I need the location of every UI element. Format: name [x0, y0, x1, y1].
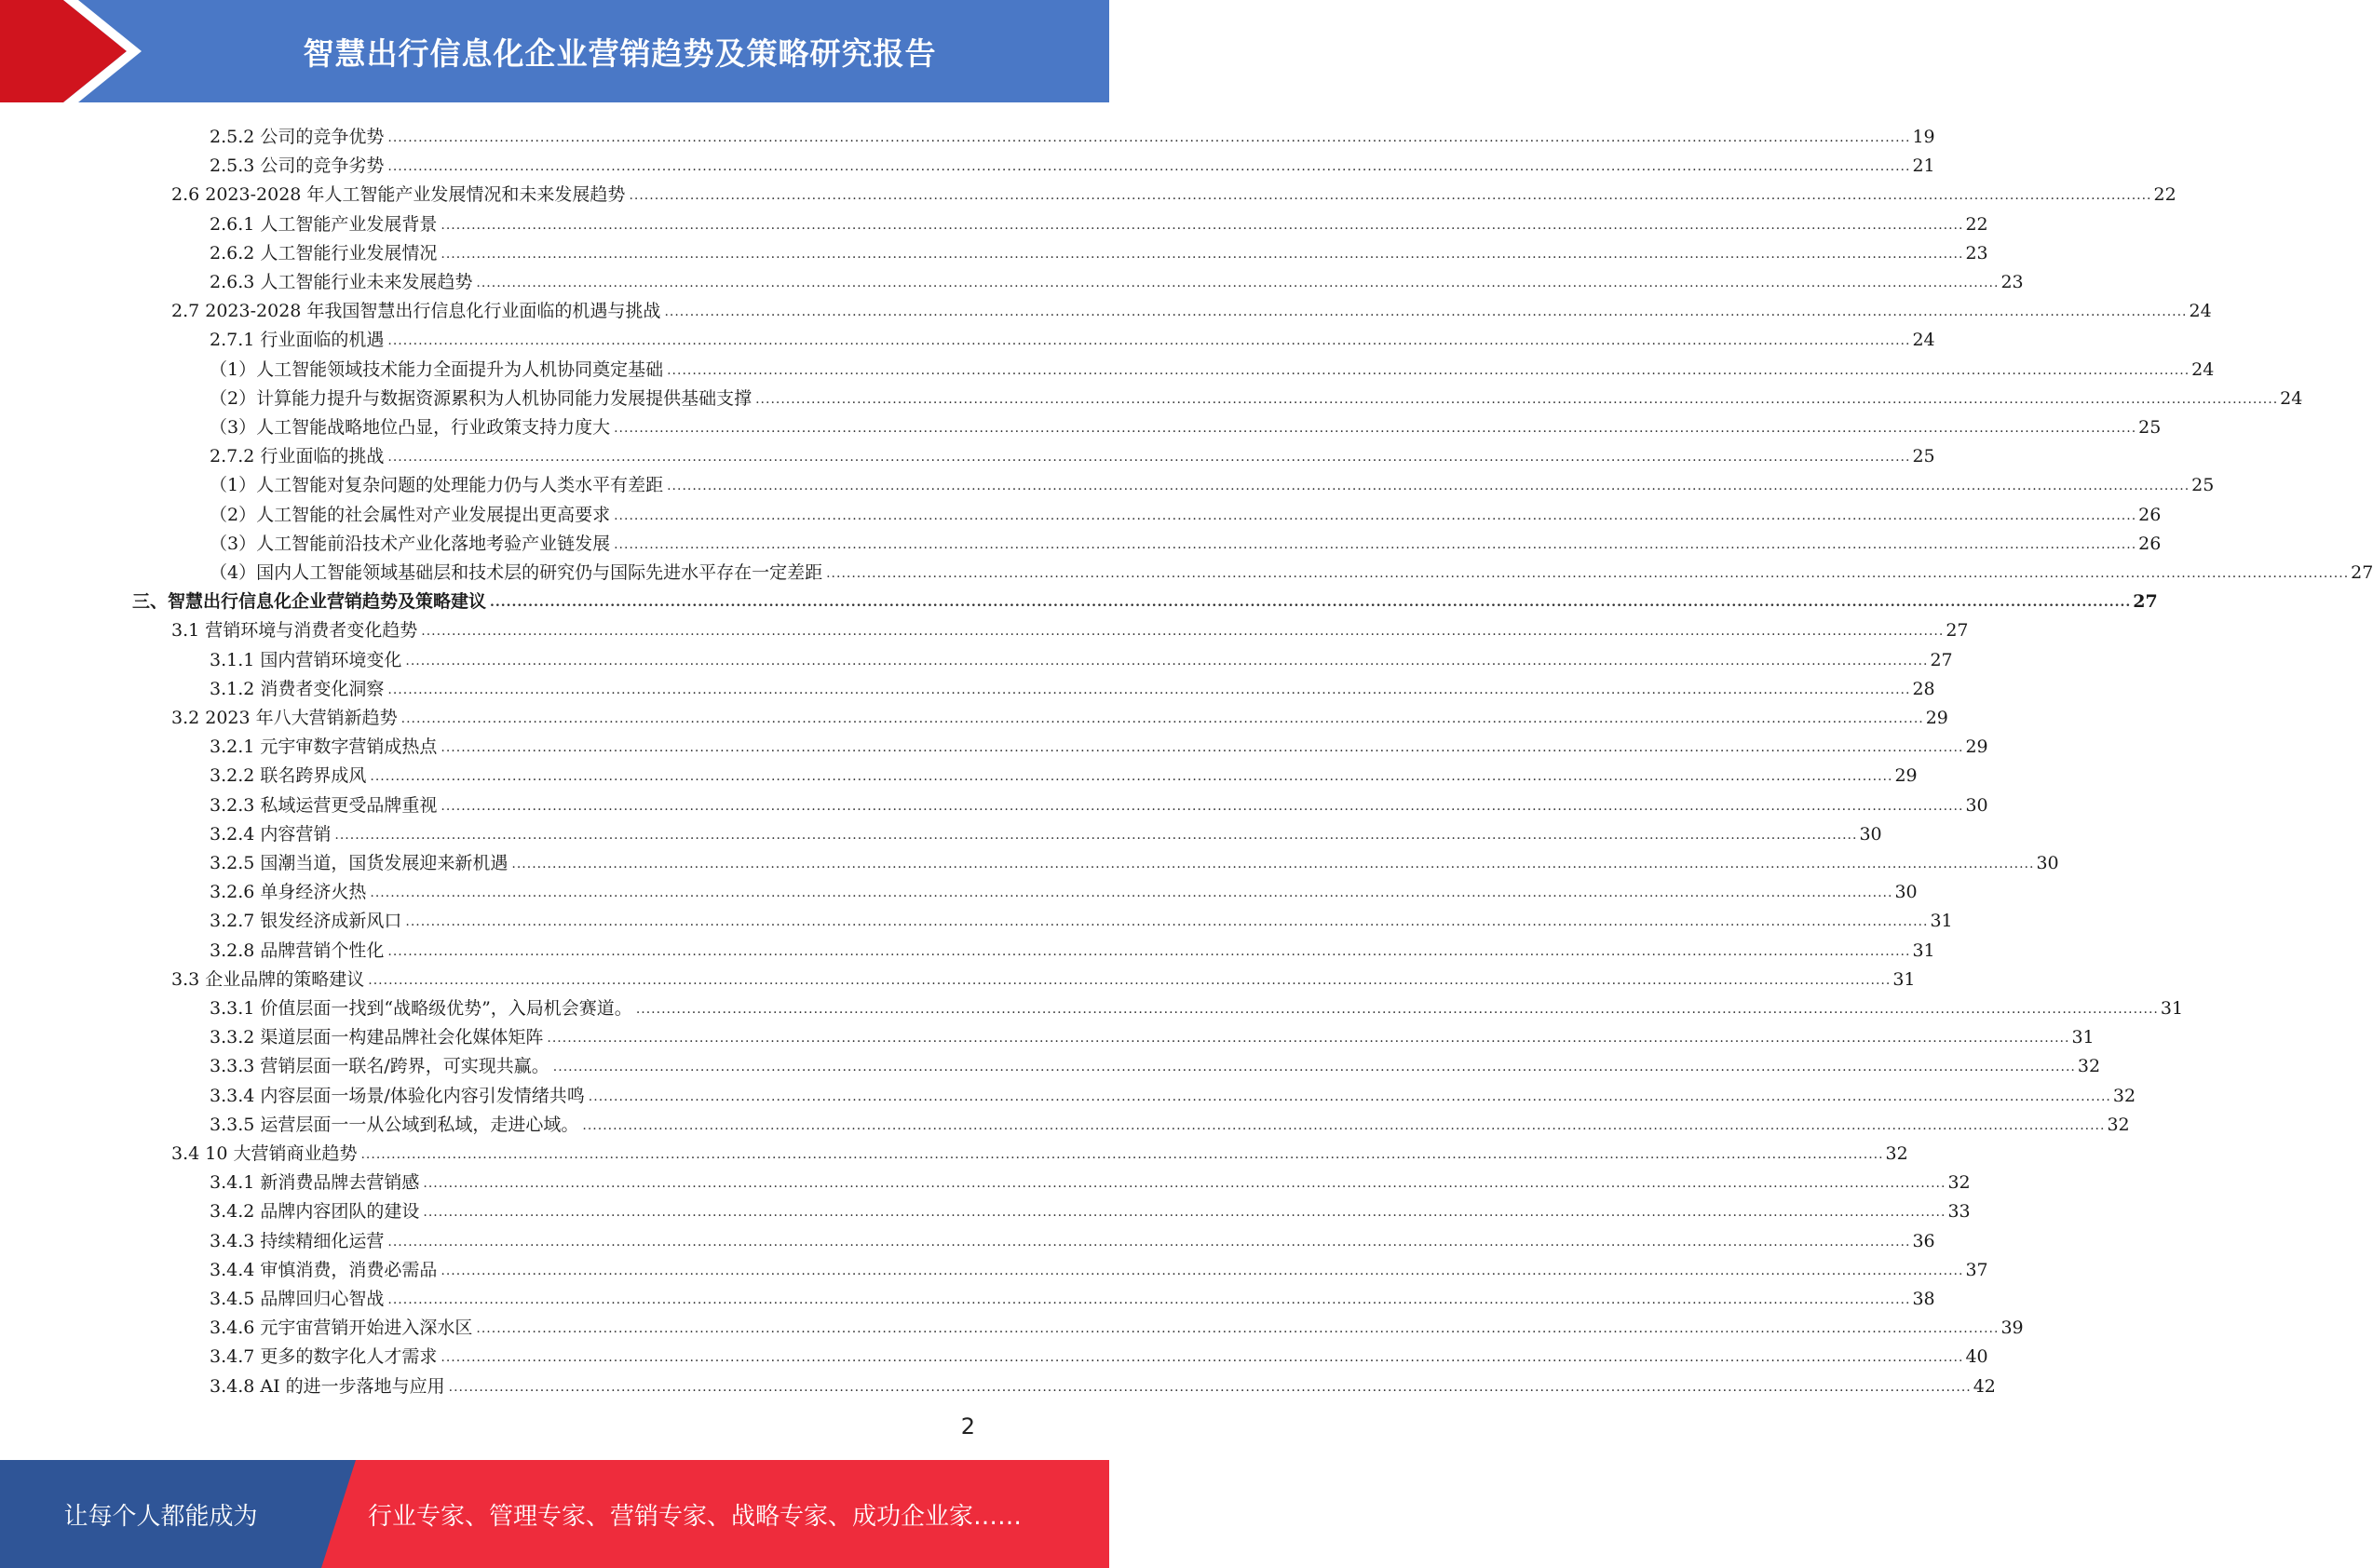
toc-entry[interactable] [210, 758, 1918, 787]
toc-entry[interactable] [171, 1136, 1908, 1165]
toc-entry-page: 38 [1912, 1289, 1935, 1309]
toc-leader-dots: ............................................................................................................................................................................................................................................................................................................ [582, 1117, 2106, 1133]
header-banner [0, 0, 1109, 102]
toc-entry-page: 40 [1965, 1346, 1988, 1368]
toc-leader-dots: ............................................................................................................................................................................................................................................................................................................ [490, 595, 2132, 611]
toc-entry[interactable] [210, 410, 2162, 439]
toc-entry-title: 3.3.2 渠道层面一构建品牌社会化媒体矩阵 [210, 1027, 544, 1048]
toc-entry-title: 2.7.2 行业面临的挑战 [210, 446, 385, 467]
toc-entry[interactable] [210, 933, 1935, 962]
toc-entry[interactable] [210, 788, 1988, 817]
toc-leader-dots: ............................................................................................................................................................................................................................................................................................................ [387, 1292, 1911, 1307]
toc-leader-dots: ............................................................................................................................................................................................................................................................................................................ [441, 740, 1964, 756]
toc-leader-dots: ............................................................................................................................................................................................................................................................................................................ [826, 566, 2350, 581]
toc-entry-title: （1）人工智能领域技术能力全面提升为人机协同奠定基础 [210, 358, 664, 380]
toc-leader-dots: ............................................................................................................................................................................................................................................................................................................ [614, 421, 2137, 436]
toc-leader-dots: ............................................................................................................................................................................................................................................................................................................ [423, 1205, 1946, 1221]
toc-leader-dots: ............................................................................................................................................................................................................................................................................................................ [664, 304, 2188, 320]
toc-entry[interactable] [210, 439, 1935, 467]
toc-leader-dots: ............................................................................................................................................................................................................................................................................................................ [387, 333, 1911, 349]
toc-leader-dots: ............................................................................................................................................................................................................................................................................................................ [441, 1263, 1964, 1278]
toc-entry-page: 27 [2133, 591, 2158, 613]
toc-entry-title: 3.4.3 持续精细化运营 [210, 1230, 385, 1251]
toc-leader-dots: ............................................................................................................................................................................................................................................................................................................ [441, 246, 1964, 262]
toc-entry-page: 27 [2351, 562, 2373, 583]
toc-entry-title: 3.3.5 运营层面一一从公域到私域，走进心域。 [210, 1114, 579, 1135]
toc-entry-page: 25 [1912, 446, 1935, 467]
toc-leader-dots: ............................................................................................................................................................................................................................................................................................................ [667, 362, 2190, 378]
toc-leader-dots: ............................................................................................................................................................................................................................................................................................................ [547, 1031, 2070, 1047]
footer-slogan-left: 让每个人都能成为 [63, 1502, 258, 1531]
toc-leader-dots: ............................................................................................................................................................................................................................................................................................................ [755, 391, 2279, 407]
toc-entry-title: （1）人工智能对复杂问题的处理能力仍与人类水平有差距 [210, 475, 664, 496]
toc-entry[interactable] [210, 322, 1935, 351]
toc-entry[interactable] [210, 467, 2215, 496]
toc-leader-dots: ............................................................................................................................................................................................................................................................................................................ [405, 914, 1929, 930]
toc-entry[interactable] [210, 874, 1918, 903]
toc-entry-page: 27 [1946, 620, 1969, 642]
toc-entry-title: 2.5.2 公司的竞争优势 [210, 127, 385, 147]
toc-leader-dots: ............................................................................................................................................................................................................................................................................................................ [635, 1002, 2159, 1017]
toc-leader-dots: ............................................................................................................................................................................................................................................................................................................ [400, 711, 1924, 726]
toc-entry[interactable] [210, 207, 1988, 236]
toc-leader-dots: ............................................................................................................................................................................................................................................................................................................ [387, 450, 1911, 466]
toc-entry-page: 30 [2036, 853, 2059, 873]
toc-entry-title: 2.6.2 人工智能行业发展情况 [210, 242, 438, 264]
toc-entry-page: 19 [1912, 127, 1935, 147]
toc-entry-page: 37 [1965, 1259, 1988, 1280]
toc-entry-page: 32 [1947, 1172, 1971, 1194]
toc-entry-page: 22 [2153, 184, 2176, 206]
toc-entry-title: （4）国内人工智能领域基础层和技术层的研究仍与国际先进水平存在一定差距 [210, 562, 823, 583]
toc-entry-title: 3.2.4 内容营销 [210, 823, 332, 845]
toc-entry-title: 3.4.1 新消费品牌去营销感 [210, 1172, 420, 1194]
toc-entry-page: 28 [1912, 678, 1935, 699]
toc-entry-title: 3.4 10 大营销商业趋势 [171, 1143, 358, 1164]
toc-entry-page: 22 [1965, 213, 1988, 235]
document-title: 智慧出行信息化企业营销趋势及策略研究报告 [303, 34, 937, 72]
toc-leader-dots: ............................................................................................................................................................................................................................................................................................................ [476, 276, 2000, 291]
toc-entry-page: 24 [2280, 387, 2303, 409]
toc-entry[interactable] [210, 817, 1882, 845]
toc-entry-title: 2.7 2023-2028 年我国智慧出行信息化行业面临的机遇与挑战 [171, 301, 661, 322]
toc-entry-title: 3.3.3 营销层面一联名/跨界，可实现共赢。 [210, 1056, 549, 1077]
toc-entry[interactable] [210, 555, 2373, 584]
toc-leader-dots: ............................................................................................................................................................................................................................................................................................................ [368, 972, 1892, 988]
toc-entry-page: 24 [1912, 330, 1935, 351]
toc-entry[interactable] [210, 1107, 2130, 1136]
toc-leader-dots: ............................................................................................................................................................................................................................................................................................................ [387, 159, 1911, 175]
toc-entry-page: 25 [2138, 417, 2162, 438]
toc-entry[interactable] [210, 119, 1935, 148]
toc-entry-page: 26 [2138, 533, 2162, 554]
toc-entry-page: 30 [1859, 823, 1882, 845]
toc-leader-dots: ............................................................................................................................................................................................................................................................................................................ [360, 1147, 1884, 1162]
toc-leader-dots: ............................................................................................................................................................................................................................................................................................................ [387, 682, 1911, 697]
toc-entry[interactable] [210, 729, 1988, 758]
toc-entry[interactable] [210, 671, 1935, 700]
toc-entry-page: 36 [1912, 1230, 1935, 1251]
toc-leader-dots: ............................................................................................................................................................................................................................................................................................................ [370, 885, 1893, 901]
toc-entry-title: 3.2.1 元宇审数字营销成热点 [210, 737, 438, 758]
toc-entry-page: 23 [1965, 242, 1988, 264]
toc-leader-dots: ............................................................................................................................................................................................................................................................................................................ [552, 1060, 2076, 1075]
toc-leader-dots: ............................................................................................................................................................................................................................................................................................................ [334, 827, 1858, 843]
toc-entry-title: 3.2.6 单身经济火热 [210, 882, 367, 903]
toc-entry-title: 3.2.2 联名跨界成风 [210, 765, 367, 787]
toc-entry-page: 27 [1930, 649, 1953, 670]
toc-entry-page: 31 [2071, 1027, 2095, 1048]
toc-entry[interactable] [210, 1078, 2136, 1107]
toc-entry-title: 3.2.3 私域运营更受品牌重视 [210, 794, 438, 816]
toc-entry-title: 3.4.6 元宇宙营销开始进入深水区 [210, 1318, 473, 1339]
toc-entry[interactable] [210, 1223, 1935, 1252]
toc-leader-dots: ............................................................................................................................................................................................................................................................................................................ [423, 1176, 1946, 1192]
toc-entry[interactable] [171, 177, 2176, 206]
toc-entry-title: 3.2.5 国潮当道，国货发展迎来新机遇 [210, 853, 508, 873]
toc-entry[interactable] [210, 352, 2215, 381]
toc-leader-dots: ............................................................................................................................................................................................................................................................................................................ [614, 536, 2137, 552]
toc-entry-title: 3.2.8 品牌营销个性化 [210, 939, 385, 961]
toc-entry-page: 24 [2189, 301, 2212, 322]
toc-entry-title: 3.1.1 国内营销环境变化 [210, 649, 402, 670]
toc-entry[interactable] [210, 497, 2162, 526]
toc-entry-title: 3.4.8 AI 的进一步落地与应用 [210, 1375, 445, 1397]
toc-entry-page: 23 [2000, 272, 2024, 292]
toc-entry-page: 29 [1925, 708, 1948, 728]
toc-leader-dots: ............................................................................................................................................................................................................................................................................................................ [441, 217, 1964, 233]
toc-entry[interactable] [210, 845, 2059, 874]
toc-entry[interactable] [210, 1281, 1935, 1310]
toc-entry[interactable] [210, 1048, 2101, 1077]
toc-leader-dots: ............................................................................................................................................................................................................................................................................................................ [387, 1234, 1911, 1250]
toc-entry-page: 32 [2077, 1056, 2101, 1077]
toc-entry[interactable] [171, 962, 1916, 991]
toc-entry-title: 3.1 营销环境与消费者变化趋势 [171, 620, 418, 642]
toc-entry-page: 32 [2107, 1114, 2130, 1135]
toc-entry-title: 3.3.4 内容层面一场景/体验化内容引发情绪共鸣 [210, 1085, 585, 1106]
toc-entry-title: 2.5.3 公司的竞争劣势 [210, 155, 385, 177]
toc-entry-page: 30 [1894, 882, 1918, 903]
footer-slogan-right: 行业专家、管理专家、营销专家、战略专家、成功企业家…… [368, 1502, 1023, 1531]
toc-entry[interactable] [210, 1165, 1971, 1194]
toc-leader-dots: ............................................................................................................................................................................................................................................................................................................ [667, 479, 2190, 494]
toc-entry-page: 26 [2138, 504, 2162, 525]
toc-leader-dots: ............................................................................................................................................................................................................................................................................................................ [421, 624, 1945, 640]
toc-entry-page: 29 [1894, 765, 1918, 787]
toc-entry-title: （2）人工智能的社会属性对产业发展提出更高要求 [210, 504, 611, 525]
toc-entry[interactable] [171, 613, 1969, 642]
toc-entry[interactable] [210, 1194, 1971, 1223]
toc-entry[interactable] [210, 991, 2184, 1020]
toc-entry[interactable] [210, 1020, 2095, 1048]
toc-leader-dots: ............................................................................................................................................................................................................................................................................................................ [511, 857, 2035, 872]
toc-entry-page: 42 [1973, 1375, 1996, 1397]
toc-entry-page: 39 [2000, 1318, 2024, 1339]
toc-entry-title: （2）计算能力提升与数据资源累积为人机协同能力发展提供基础支撑 [210, 387, 753, 409]
toc-entry[interactable] [210, 903, 1953, 932]
toc-entry[interactable] [171, 293, 2212, 322]
toc-entry-title: 3.4.7 更多的数字化人才需求 [210, 1346, 438, 1368]
toc-entry-title: 3.4.5 品牌回归心智战 [210, 1289, 385, 1309]
toc-entry-page: 30 [1965, 794, 1988, 816]
toc-entry[interactable] [210, 381, 2303, 410]
toc-leader-dots: ............................................................................................................................................................................................................................................................................................................ [405, 653, 1929, 669]
toc-entry-title: 三、智慧出行信息化企业营销趋势及策略建议 [132, 591, 487, 613]
toc-entry[interactable] [132, 584, 2158, 613]
toc-entry[interactable] [210, 148, 1935, 177]
toc-entry-page: 31 [1930, 911, 1953, 932]
toc-entry-page: 33 [1947, 1201, 1971, 1223]
toc-leader-dots: ............................................................................................................................................................................................................................................................................................................ [614, 507, 2137, 523]
page-number: 2 [960, 1413, 975, 1440]
toc-leader-dots: ............................................................................................................................................................................................................................................................................................................ [629, 188, 2152, 204]
toc-entry-page: 32 [1885, 1143, 1908, 1164]
toc-leader-dots: ............................................................................................................................................................................................................................................................................................................ [476, 1321, 2000, 1337]
toc-entry[interactable] [210, 642, 1953, 671]
toc-entry-title: 3.2.7 银发经济成新风口 [210, 911, 402, 932]
toc-leader-dots: ............................................................................................................................................................................................................................................................................................................ [370, 769, 1893, 785]
footer-banner [0, 1460, 1109, 1568]
toc-entry-page: 32 [2112, 1085, 2136, 1106]
toc-entry[interactable] [210, 236, 1988, 264]
toc-entry-title: 3.3 企业品牌的策略建议 [171, 968, 365, 990]
toc-entry-title: 3.3.1 价值层面一找到“战略级优势”，入局机会赛道。 [210, 998, 632, 1019]
header-red-arrow [0, 0, 127, 102]
toc-entry-page: 31 [1892, 968, 1916, 990]
toc-entry[interactable] [210, 1369, 1996, 1398]
toc-entry-title: 3.4.4 审慎消费，消费必需品 [210, 1259, 438, 1280]
toc-entry-title: （3）人工智能前沿技术产业化落地考验产业链发展 [210, 533, 611, 554]
toc-entry[interactable] [210, 1339, 1988, 1368]
toc-leader-dots: ............................................................................................................................................................................................................................................................................................................ [588, 1088, 2111, 1104]
toc-entry-page: 31 [1912, 939, 1935, 961]
toc-entry-page: 29 [1965, 737, 1988, 758]
toc-leader-dots: ............................................................................................................................................................................................................................................................................................................ [387, 130, 1911, 145]
toc-entry-title: 2.6.1 人工智能产业发展背景 [210, 213, 438, 235]
toc-entry[interactable] [210, 1252, 1988, 1281]
toc-entry[interactable] [210, 264, 2024, 293]
toc-leader-dots: ............................................................................................................................................................................................................................................................................................................ [387, 943, 1911, 959]
toc-entry-page: 25 [2191, 475, 2215, 496]
toc-entry-page: 24 [2191, 358, 2215, 380]
toc-entry-title: 3.2 2023 年八大营销新趋势 [171, 708, 398, 728]
toc-entry[interactable] [210, 1310, 2024, 1339]
toc-entry-title: 3.1.2 消费者变化洞察 [210, 678, 385, 699]
toc-entry-page: 31 [2160, 998, 2184, 1019]
toc-entry-title: 2.7.1 行业面临的机遇 [210, 330, 385, 351]
toc-entry-title: 2.6 2023-2028 年人工智能产业发展情况和未来发展趋势 [171, 184, 626, 206]
toc-leader-dots: ............................................................................................................................................................................................................................................................................................................ [441, 798, 1964, 814]
toc-entry-title: （3）人工智能战略地位凸显，行业政策支持力度大 [210, 417, 611, 438]
toc-leader-dots: ............................................................................................................................................................................................................................................................................................................ [441, 1350, 1964, 1366]
toc-entry-title: 2.6.3 人工智能行业未来发展趋势 [210, 272, 473, 292]
toc-entry[interactable] [171, 700, 1948, 729]
toc-entry[interactable] [210, 526, 2162, 555]
toc-leader-dots: ............................................................................................................................................................................................................................................................................................................ [448, 1379, 1972, 1395]
toc-entry-title: 3.4.2 品牌内容团队的建设 [210, 1201, 420, 1223]
toc-entry-page: 21 [1912, 155, 1935, 177]
